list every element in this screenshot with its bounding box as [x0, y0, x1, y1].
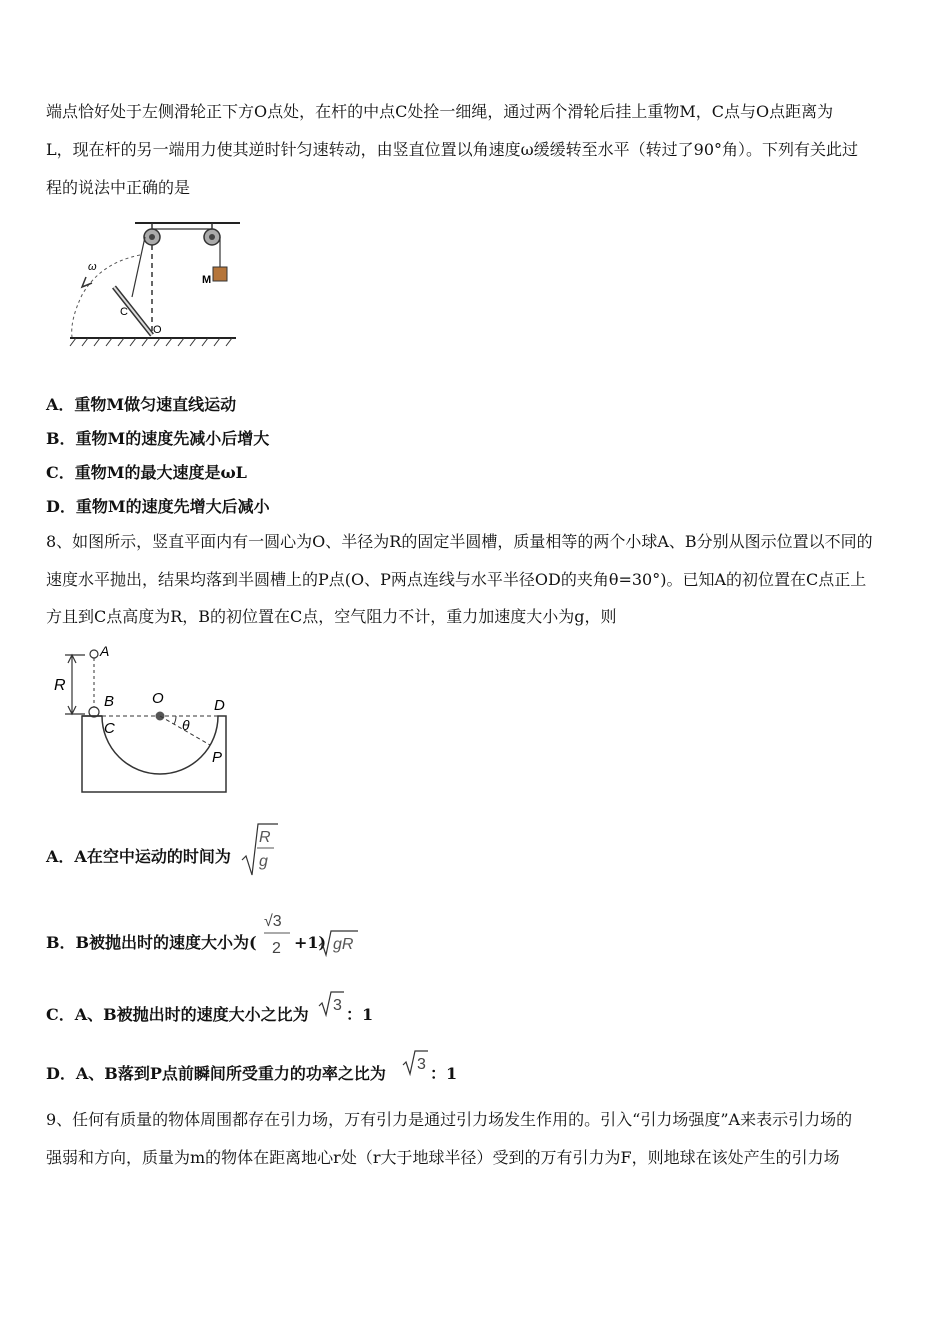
sqrt-radicand: 3	[417, 1056, 426, 1073]
q8-option-A	[46, 845, 231, 869]
formula-denominator: g	[259, 853, 268, 870]
q8-option-C-sqrt	[318, 990, 346, 1018]
q8-option-B-sqrt	[318, 928, 360, 958]
groove-container	[82, 716, 226, 792]
q8-option-B-tail: +1)	[294, 933, 327, 952]
q8-text-line-2: 速度水平抛出，结果均落到半圆槽上的P点(O、P两点连线与水平半径OD的夹角θ=30°)。已知A的初位置在C点正上	[46, 570, 867, 589]
q8-option-C-text: C．A、B被抛出时的速度大小之比为	[46, 1005, 309, 1024]
q8-text-line-3: 方且到C点高度为R，B的初位置在C点，空气阻力不计，重力加速度大小为g，则	[46, 607, 617, 626]
formula-numerator: R	[259, 829, 271, 846]
label-theta: θ	[182, 717, 190, 733]
label-B: B	[104, 693, 115, 710]
q7-text-line-3: 程的说法中正确的是	[46, 178, 191, 197]
q8-option-B-text: B．B被抛出时的速度大小为(	[46, 933, 257, 952]
q7-option-A: A．重物M做匀速直线运动	[46, 395, 237, 414]
label-C: C	[120, 306, 128, 318]
label-O: O	[152, 690, 164, 707]
sqrt-radicand: 3	[333, 997, 342, 1014]
q8-option-A-text: A．A在空中运动的时间为	[46, 847, 231, 866]
label-D: D	[214, 697, 225, 714]
q7-text-line-1: 端点恰好处于左侧滑轮正下方O点处，在杆的中点C处拴一细绳，通过两个滑轮后挂上重物M，C点与O点距离为	[46, 102, 834, 121]
label-R: R	[54, 677, 66, 694]
q8-option-D-text: D．A、B落到P点前瞬间所受重力的功率之比为	[46, 1064, 386, 1083]
rotation-arc	[72, 255, 140, 337]
q7-option-B: B．重物M的速度先减小后增大	[46, 429, 270, 448]
q9-text-line-2: 强弱和方向，质量为m的物体在距离地心r处（r大于地球半径）受到的万有引力为F，则地球在该处产生的引力场	[46, 1148, 840, 1167]
label-omega: ω	[88, 261, 97, 273]
q8-option-D-tail: ：1	[430, 1064, 458, 1083]
q8-figure	[50, 640, 240, 800]
sqrt-radicand: gR	[333, 936, 354, 953]
q8-option-C	[46, 1003, 309, 1027]
q8-option-D-sqrt	[402, 1049, 430, 1077]
q8-text-line-1: 8、如图所示，竖直平面内有一圆心为O、半径为R的固定半圆槽，质量相等的两个小球A、B分别从图示位置以不同的	[46, 532, 873, 551]
fraction-denominator: 2	[272, 940, 281, 957]
label-O: O	[153, 324, 162, 336]
ball-A	[90, 650, 98, 658]
q7-text-line-2: L，现在杆的另一端用力使其逆时针匀速转动，由竖直位置以角速度ω缓缓转至水平（转过了90°角）。下列有关此过	[46, 140, 859, 159]
rotation-arrow	[82, 277, 92, 287]
q9-text-line-1: 9、任何有质量的物体周围都存在引力场，万有引力是通过引力场发生作用的。引入“引力场强度”A来表示引力场的	[46, 1110, 853, 1129]
q8-option-C-tail: ：1	[346, 1005, 374, 1024]
q8-option-B	[46, 931, 257, 955]
label-A: A	[100, 643, 110, 659]
q8-option-D	[46, 1062, 386, 1086]
q8-option-A-formula	[240, 820, 280, 878]
q8-option-B-fraction	[262, 906, 292, 960]
label-M: M	[202, 274, 212, 286]
rope-to-C	[132, 237, 145, 297]
weight-M	[213, 267, 227, 281]
q7-option-C: C．重物M的最大速度是ωL	[46, 463, 247, 482]
q7-option-D: D．重物M的速度先增大后减小	[46, 497, 270, 516]
q7-figure	[60, 215, 250, 350]
fraction-numerator: √3	[264, 913, 282, 930]
label-P: P	[212, 749, 223, 766]
label-C: C	[104, 720, 115, 737]
